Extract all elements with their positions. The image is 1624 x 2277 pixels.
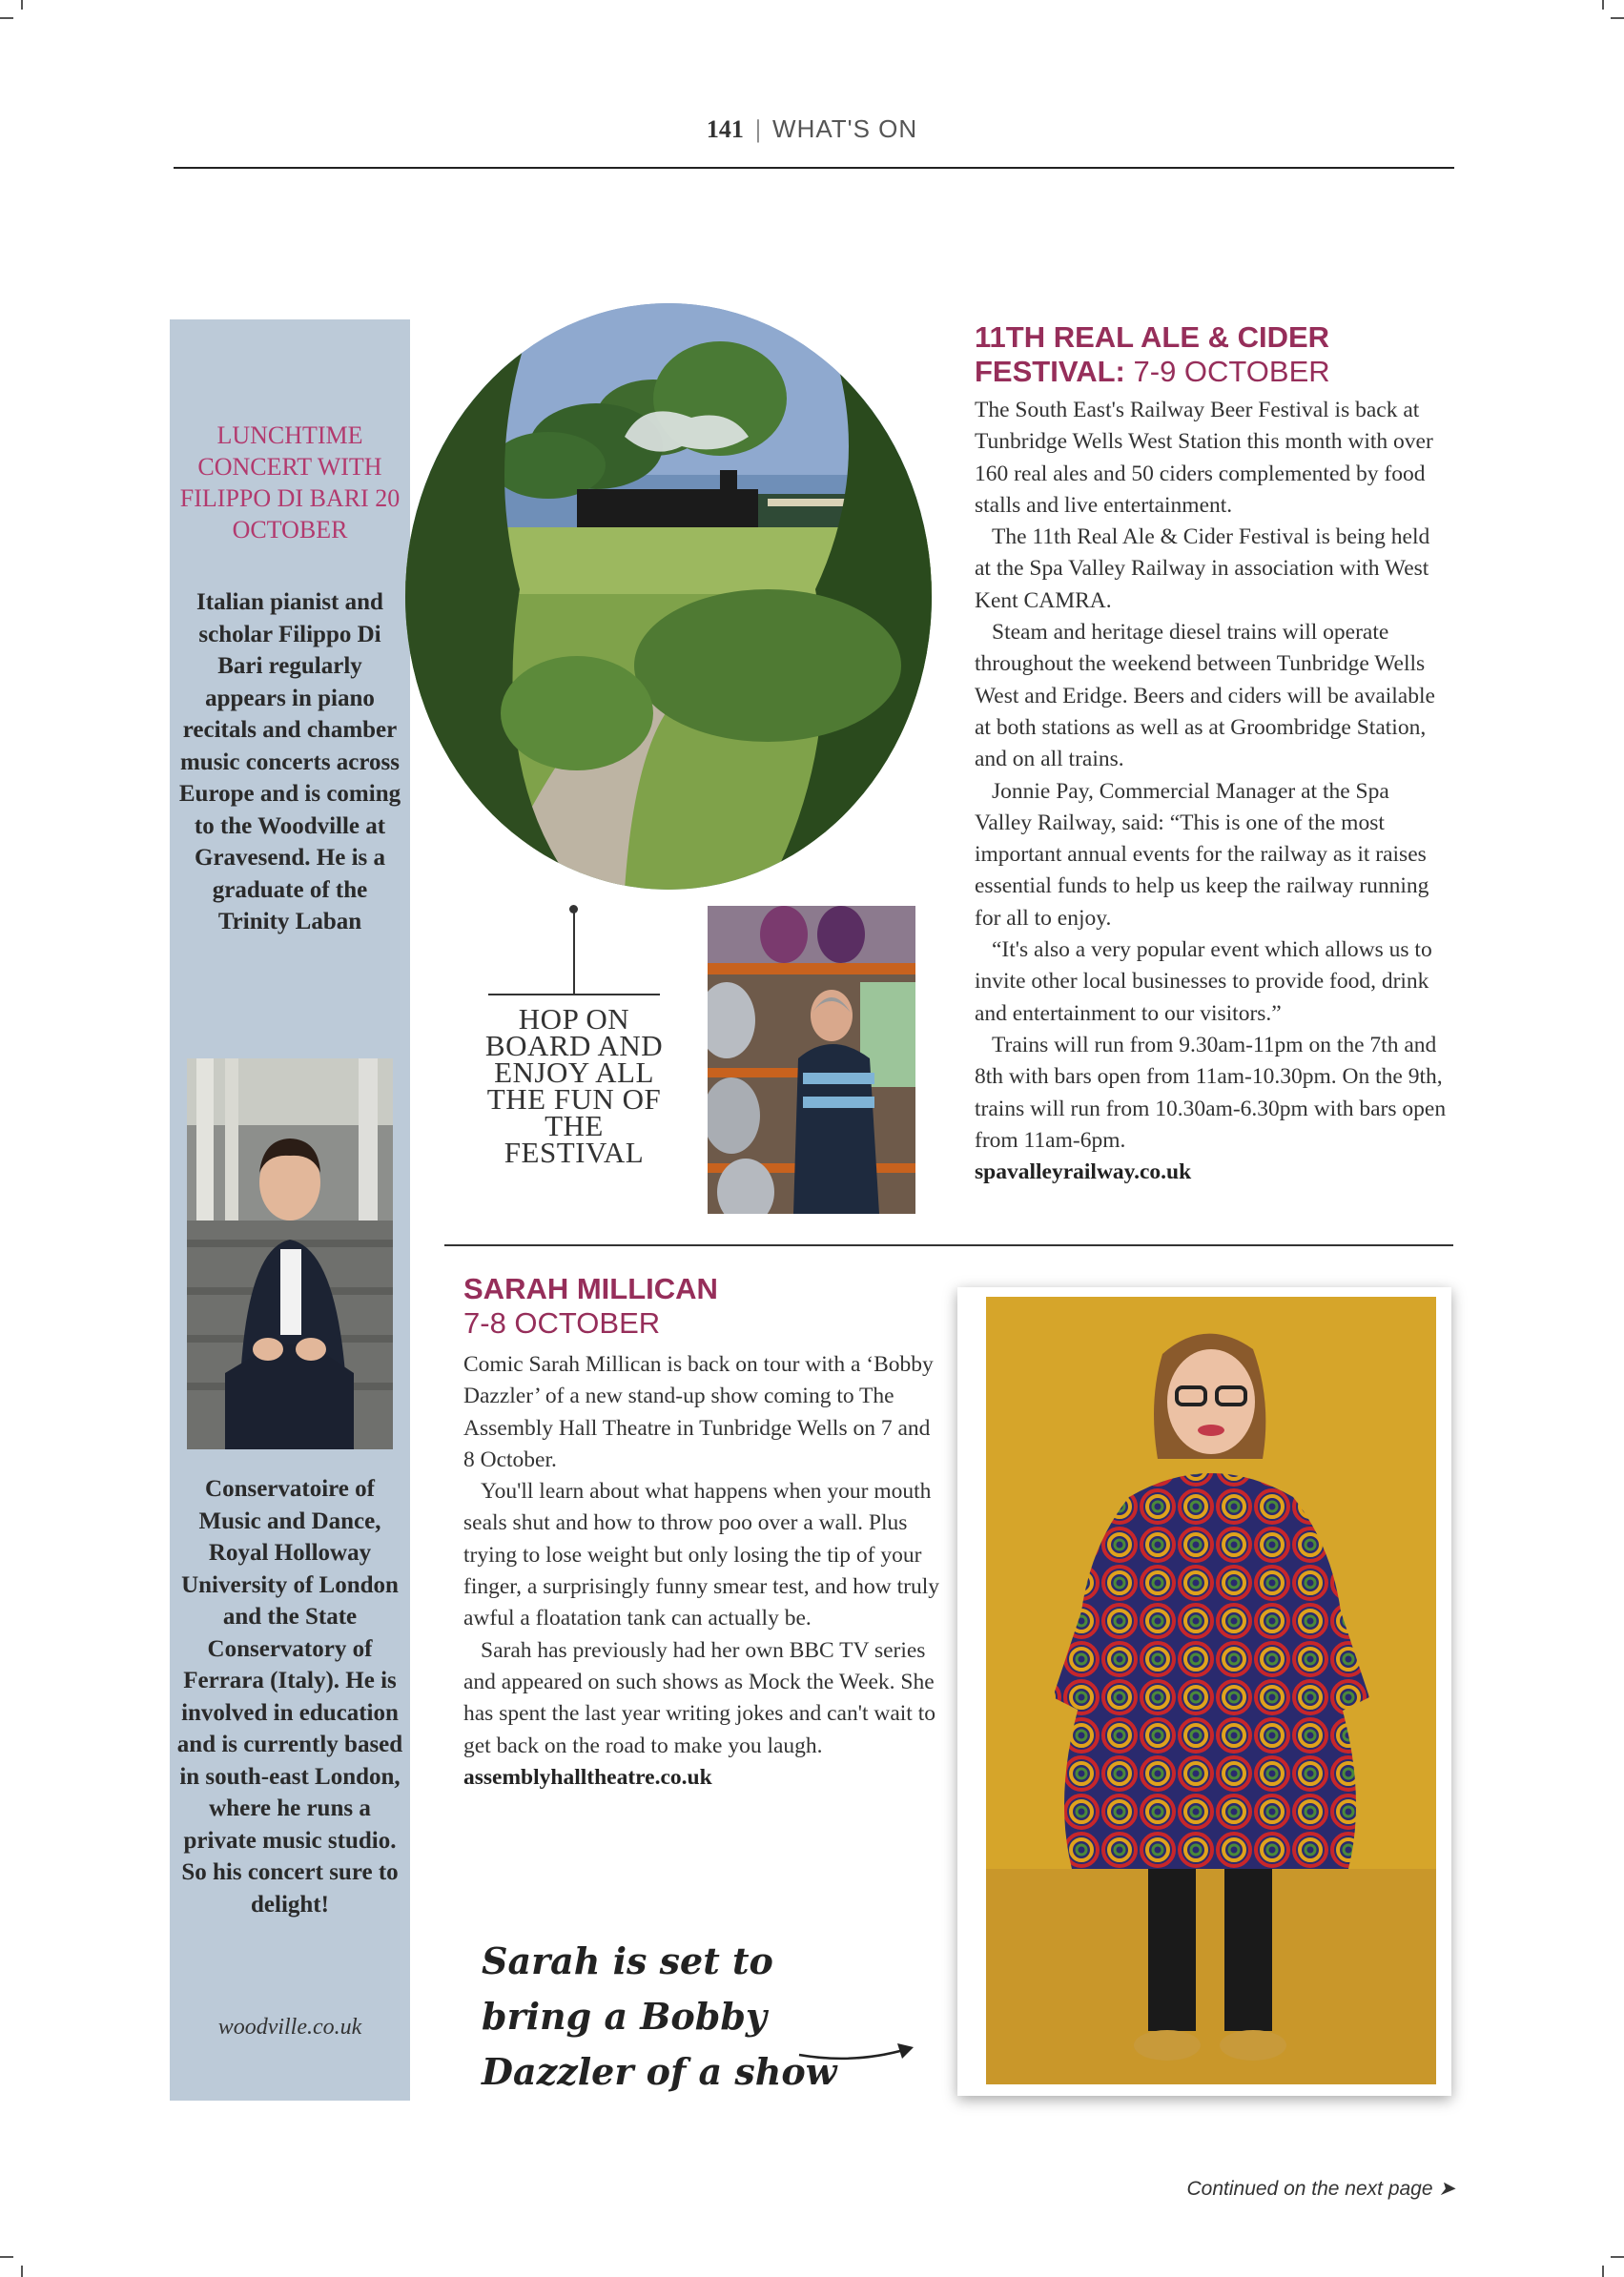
article1-title-main: 11TH REAL ALE & CIDER FESTIVAL:: [975, 320, 1330, 388]
sidebar-body-part2: Conservatoire of Music and Dance, Royal Holloway University of London and the State Conservatory of Ferrara (Italy). He is involved in education and is currently based in south-east London, where he runs a private music studio. So his concert sure to delight!: [176, 1476, 403, 1918]
article1-title: [975, 320, 1451, 389]
article2-url[interactable]: assemblyhalltheatre.co.uk: [463, 1764, 712, 1790]
crop-mark: [0, 2256, 13, 2258]
photo-caption: Sarah is set to bring a Bobby Dazzler of a show: [482, 1939, 837, 2093]
section-title: WHAT'S ON: [772, 114, 918, 143]
article1-paragraph: Jonnie Pay, Commercial Manager at the Spa Valley Railway, said: “This is one of the most important annual events for the railway as it raises essential funds to help us keep the railway running for all to enjoy.: [975, 778, 1429, 931]
page-number: 141: [706, 115, 744, 143]
article2-body: [463, 1349, 940, 1794]
sidebar-title: LUNCHTIME CONCERT WITH FILIPPO DI BARI 20 OCTOBER: [179, 421, 401, 544]
pianist-photo: [187, 1058, 393, 1449]
pullquote-line-horizontal: [488, 994, 660, 995]
article1-paragraph: Trains will run from 9.30am-11pm on the 7th and 8th with bars open from 11am-10.30pm. On the 9th, trains will run from 10.30am-6.30pm with bars open from 11am-6pm.: [975, 1032, 1447, 1153]
sidebar-concert: [170, 319, 410, 2101]
page-header: [0, 114, 1624, 144]
article2-title-main: SARAH MILLICAN: [463, 1272, 718, 1305]
sidebar-body-part1: Italian pianist and scholar Filippo Di Bari regularly appears in piano recitals and chamber music concerts across Europe and is coming to the Woodville at Gravesend. He is a graduate of the Trinity Laban: [178, 589, 401, 934]
continued-text: Continued on the next page: [1186, 2178, 1433, 2200]
article2-paragraph: You'll learn about what happens when your mouth seals shut and how to throw poo over a wall. Plus trying to lose weight but only losing the tip of your finger, a surprisingly funny smear test, and how truly awful a floatation tank can actually be.: [463, 1479, 939, 1631]
crop-mark: [21, 0, 23, 10]
article2-title: [463, 1272, 940, 1341]
article2-paragraph: Sarah has previously had her own BBC TV series and appeared on such shows as Mock the Week. She has spent the last year writing jokes and can't wait to get back on the road to make you laugh.: [463, 1637, 935, 1758]
sarah-millican-photo: [957, 1287, 1451, 2096]
article1-title-date: 7-9 OCTOBER: [1133, 355, 1330, 388]
crop-mark: [1611, 17, 1624, 19]
sidebar-url[interactable]: woodville.co.uk: [217, 2015, 362, 2040]
article1-paragraph: Steam and heritage diesel trains will operate throughout the weekend between Tunbridge Wells West and Eridge. Beers and ciders will be available at both stations as well as at Groombridge Station, and on all trains.: [975, 620, 1435, 772]
article2-paragraph: Comic Sarah Millican is back on tour with a ‘Bobby Dazzler’ of a new stand-up show coming to The Assembly Hall Theatre in Tunbridge Wells on 7 and 8 October.: [463, 1352, 934, 1472]
article1-body: [975, 395, 1451, 1188]
steam-train-photo: [405, 303, 932, 890]
article1-paragraph: The 11th Real Ale & Cider Festival is being held at the Spa Valley Railway in association with West Kent CAMRA.: [975, 524, 1430, 613]
beer-barrels-photo: [708, 906, 915, 1214]
header-rule: [174, 167, 1454, 169]
header-separator: |: [755, 115, 761, 143]
section-divider: [444, 1244, 1453, 1246]
article1-paragraph: “It's also a very popular event which allows us to invite other local businesses to provide food, drink and entertainment to our visitors.”: [975, 937, 1432, 1026]
crop-mark: [21, 2266, 23, 2277]
article2-title-date: 7-8 OCTOBER: [463, 1306, 661, 1340]
article1-url[interactable]: spavalleyrailway.co.uk: [975, 1159, 1192, 1185]
caption-arrow-icon: [797, 2036, 921, 2064]
crop-mark: [1611, 2256, 1624, 2258]
pullquote-line-vertical: [573, 908, 575, 994]
article1-paragraph: The South East's Railway Beer Festival is back at Tunbridge Wells West Station this month with over 160 real ales and 50 ciders complemented by food stalls and live entertainment.: [975, 398, 1433, 518]
arrow-right-icon: ➤: [1438, 2178, 1455, 2200]
continued-note: [1097, 2177, 1455, 2201]
pull-quote: HOP ON BOARD AND ENJOY ALL THE FUN OF THE FESTIVAL: [484, 1002, 664, 1169]
crop-mark: [1602, 2266, 1604, 2277]
crop-mark: [0, 17, 13, 19]
crop-mark: [1602, 0, 1604, 10]
